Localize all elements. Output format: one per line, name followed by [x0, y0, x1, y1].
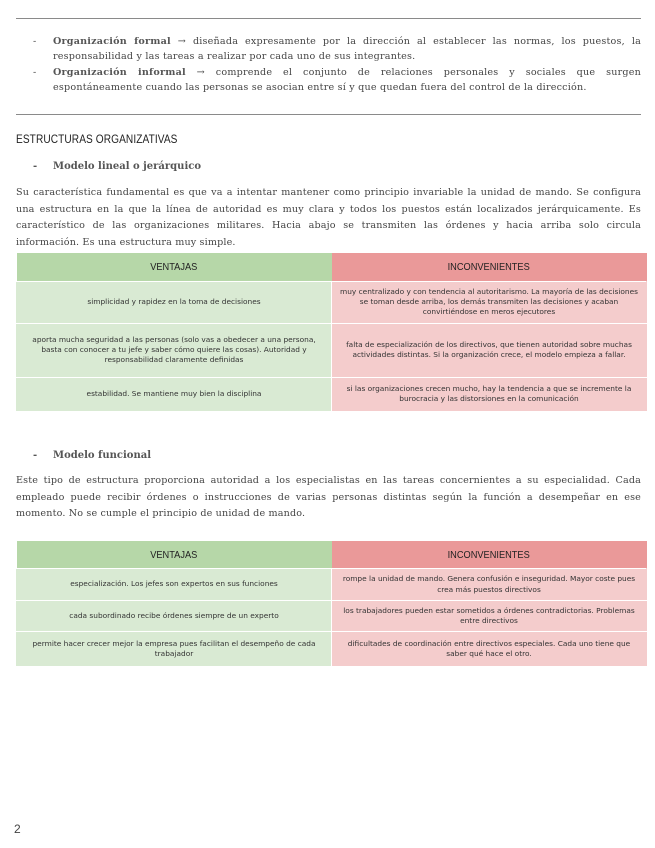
- ventaja-cell: aporta mucha seguridad a las personas (solo vas a obedecer a una persona, basta con conocer a tu jefe y saber cómo quiere las cosas). Autoridad y responsabilidad claramente definidas: [17, 323, 332, 377]
- ventaja-cell: cada subordinado recibe órdenes siempre de un experto: [17, 601, 332, 632]
- table-row: [17, 281, 647, 323]
- arrow: →: [196, 67, 205, 78]
- model-table: [16, 253, 647, 412]
- model-title-text: Modelo lineal o jerárquico: [53, 161, 202, 172]
- header-ventajas: VENTAJAS: [17, 541, 332, 569]
- table-row: [17, 632, 647, 667]
- bullet-dash: -: [33, 67, 37, 78]
- header-inconvenientes: INCONVENIENTES: [332, 253, 647, 281]
- model-description: Este tipo de estructura proporciona autoridad a los especialistas en las tareas concernientes a su especialidad. Cada empleado puede recibir órdenes o instrucciones de varias personas distintas según la función a desempeñar en ese momento. No se cumple el principio de unidad de mando.: [16, 475, 641, 519]
- table-row: [17, 377, 647, 411]
- ventaja-cell: especialización. Los jefes son expertos en sus funciones: [17, 569, 332, 601]
- header-inconvenientes: INCONVENIENTES: [332, 541, 647, 569]
- inconveniente-cell: si las organizaciones crecen mucho, hay la tendencia a que se incremente la burocracia y las distorsiones en la comunicación: [332, 377, 647, 411]
- definition: diseñada expresamente por la dirección al establecer las normas, los puestos, la responsabilidad y las tareas a realizar por cada uno de sus integrantes.: [53, 36, 642, 62]
- bullet-dash: -: [33, 161, 38, 172]
- bullet-organizacion-informal: [16, 65, 641, 95]
- arrow: →: [177, 36, 187, 47]
- table-row: [17, 601, 647, 632]
- term: Organización formal: [53, 36, 171, 47]
- ventaja-cell: simplicidad y rapidez en la toma de decisiones: [17, 281, 332, 323]
- table-row: [17, 323, 647, 377]
- term: Organización informal: [53, 67, 186, 78]
- inconveniente-cell: los trabajadores pueden estar sometidos a órdenes contradictorias. Problemas entre directivos: [332, 601, 647, 632]
- table-row: [17, 569, 647, 601]
- model-title-text: Modelo funcional: [53, 450, 151, 461]
- top-divider: [16, 18, 641, 19]
- bullet-dash: -: [33, 450, 38, 461]
- page-number: 2: [14, 822, 21, 836]
- bullet-organizacion-formal: [16, 34, 641, 64]
- inconveniente-cell: falta de especialización de los directivos, que tienen autoridad sobre muchas actividades distintas. Si la organización crece, el modelo empieza a fallar.: [332, 323, 647, 377]
- inconveniente-cell: muy centralizado y con tendencia al autoritarismo. La mayoría de las decisiones se toman desde arriba, los demás transmiten las decisiones y acaban convirtiéndose en meros ejecutores: [332, 281, 647, 323]
- model-table: [16, 541, 647, 667]
- section-title: ESTRUCTURAS ORGANIZATIVAS: [16, 134, 178, 146]
- bullet-dash: -: [33, 36, 37, 47]
- mid-divider: [16, 114, 641, 115]
- inconveniente-cell: dificultades de coordinación entre directivos especiales. Cada uno tiene que saber qué hace el otro.: [332, 632, 647, 667]
- ventaja-cell: permite hacer crecer mejor la empresa pues facilitan el desempeño de cada trabajador: [17, 632, 332, 667]
- inconveniente-cell: rompe la unidad de mando. Genera confusión e inseguridad. Mayor coste pues crea más puestos directivos: [332, 569, 647, 601]
- model-description: Su característica fundamental es que va a intentar mantener como principio invariable la unidad de mando. Se configura una estructura en la que la línea de autoridad es muy clara y todos los puestos están localizados jerárquicamente. Es característico de las organizaciones militares. Hacia abajo se transmiten las órdenes y hacia arriba solo circula información. Es una estructura muy simple.: [16, 187, 641, 248]
- header-ventajas: VENTAJAS: [17, 253, 332, 281]
- definition: comprende el conjunto de relaciones personales y sociales que surgen espontáneamente cuando las personas se asocian entre sí y que quedan fuera del control de la dirección.: [53, 67, 642, 93]
- ventaja-cell: estabilidad. Se mantiene muy bien la disciplina: [17, 377, 332, 411]
